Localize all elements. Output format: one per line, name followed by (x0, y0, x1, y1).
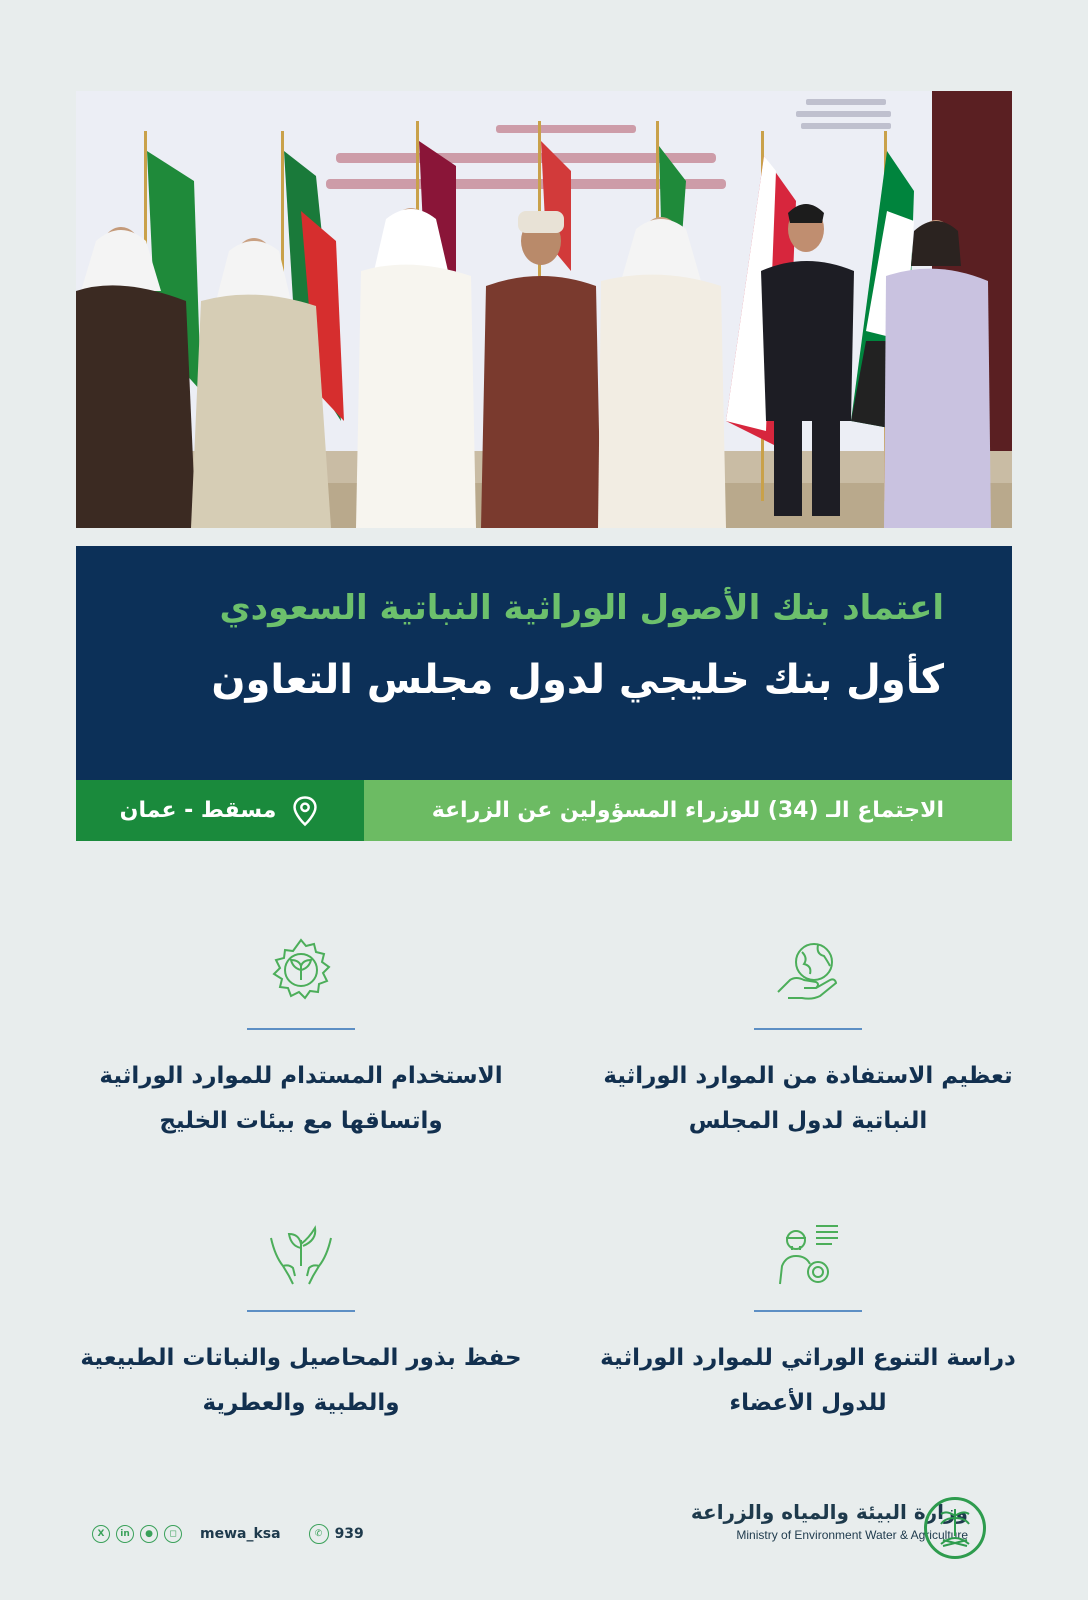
ministry-name-en: Ministry of Environment Water & Agriculture (736, 1528, 968, 1542)
feature-text: حفظ بذور المحاصيل والنباتات الطبيعية والطبية والعطرية (80, 1345, 522, 1416)
linkedin-icon[interactable]: in (116, 1525, 134, 1543)
x-icon[interactable]: X (92, 1525, 110, 1543)
researcher-icon (772, 1218, 844, 1290)
feature-divider (247, 1310, 355, 1312)
phone-icon: ✆ (309, 1524, 329, 1544)
feature-text: تعظيم الاستفادة من الموارد الوراثية النباتية لدول المجلس (603, 1063, 1013, 1134)
feature-sustainable-use (76, 936, 526, 1144)
feature-divider (754, 1028, 862, 1030)
map-pin-icon (290, 795, 320, 827)
ministry-emblem (924, 1497, 986, 1559)
feature-divider (247, 1028, 355, 1030)
globe-in-hand-icon (772, 936, 844, 1008)
group-photo (76, 91, 1012, 528)
headline-panel (76, 546, 1012, 780)
group-photo-illustration (76, 91, 1012, 528)
feature-text: دراسة التنوع الوراثي للموارد الوراثية للدول الأعضاء (600, 1345, 1016, 1416)
leaf-gear-icon (265, 936, 337, 1008)
headline-line-1: اعتماد بنك الأصول الوراثية النباتية السعودي (219, 588, 944, 628)
feature-text: الاستخدام المستدام للموارد الوراثية واتساقها مع بيئات الخليج (99, 1063, 503, 1134)
phone-number[interactable]: 939 (334, 1526, 364, 1542)
meeting-title: الاجتماع الـ (34) للوزراء المسؤولين عن الزراعة (364, 780, 1012, 841)
headline-line-2: كأول بنك خليجي لدول مجلس التعاون (211, 657, 944, 703)
location-text: مسقط - عمان (119, 798, 277, 823)
feature-genetic-diversity (583, 1218, 1033, 1426)
feature-maximize-benefit (583, 936, 1033, 1144)
location-badge (76, 780, 364, 841)
palm-swords-emblem-icon (935, 1506, 975, 1550)
feature-seed-conservation (76, 1218, 526, 1426)
instagram-icon[interactable]: ◻ (164, 1525, 182, 1543)
ministry-name-ar: وزارة البيئة والمياه والزراعة (690, 1500, 968, 1524)
feature-divider (754, 1310, 862, 1312)
snapchat-icon[interactable]: ● (140, 1525, 158, 1543)
social-handle[interactable]: mewa_ksa (200, 1526, 281, 1542)
footer-contacts (92, 1524, 364, 1544)
seedling-hands-icon (265, 1218, 337, 1290)
